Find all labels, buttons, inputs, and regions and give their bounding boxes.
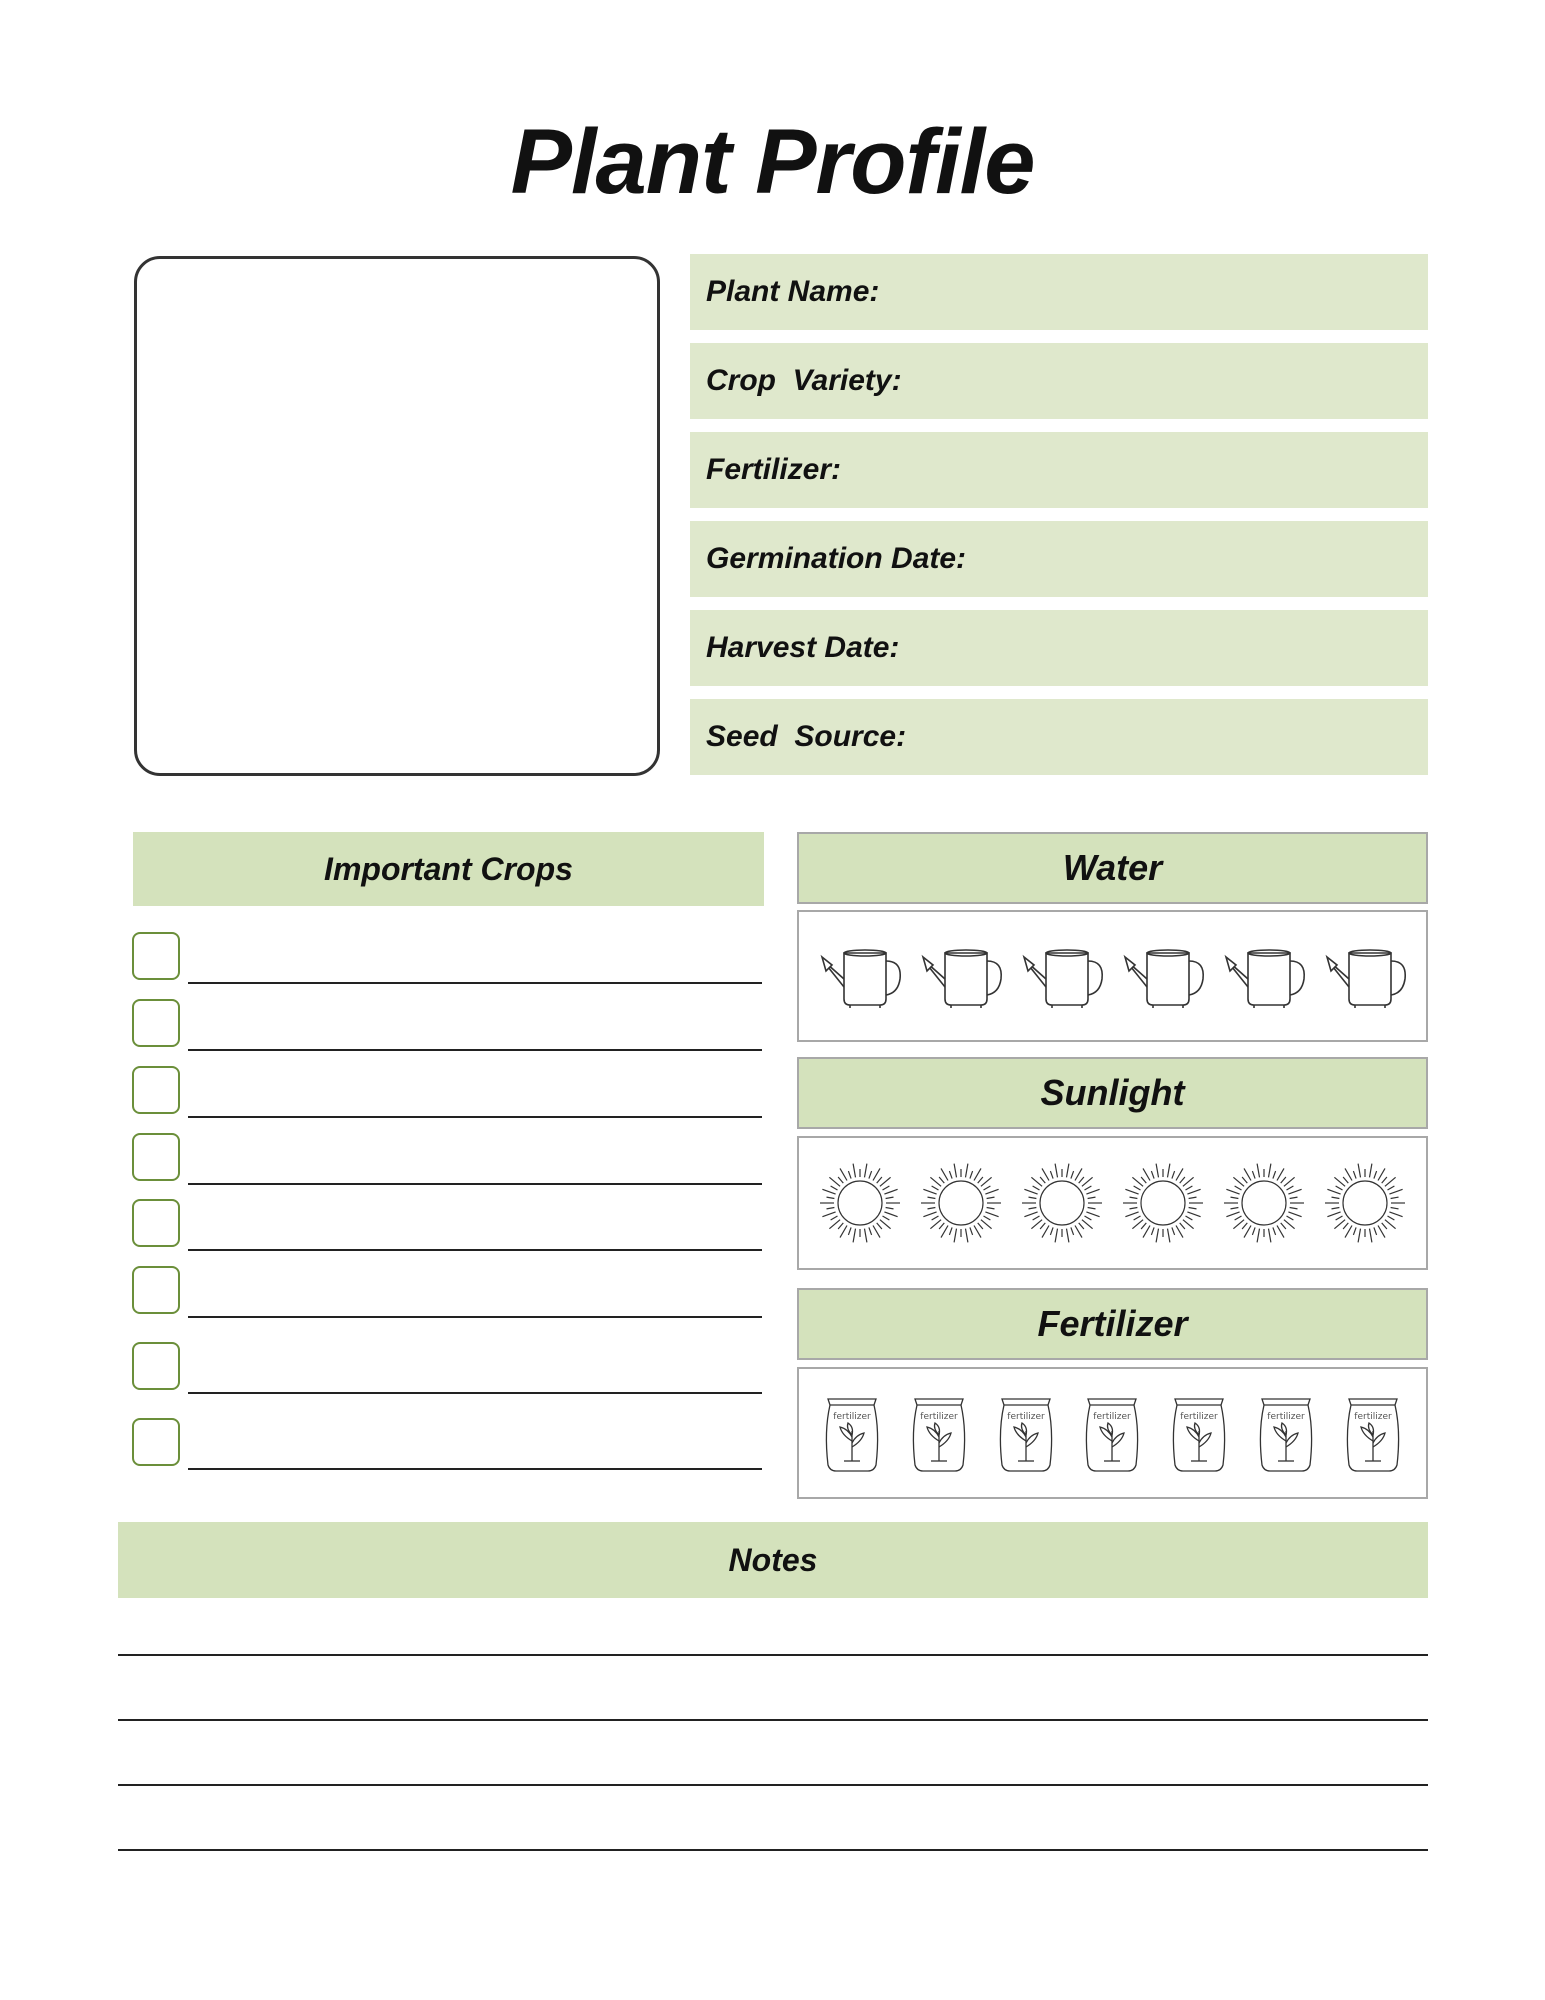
plant-name-field[interactable]: Plant Name: bbox=[690, 254, 1428, 330]
fertilizer-heading: Fertilizer bbox=[797, 1288, 1428, 1360]
sun-icon[interactable] bbox=[1325, 1163, 1405, 1243]
crop-checkbox[interactable] bbox=[132, 1418, 180, 1466]
plant-photo-box[interactable] bbox=[134, 256, 660, 776]
svg-text:fertilizer: fertilizer bbox=[1353, 1412, 1392, 1422]
fertilizer-bag-icon[interactable] bbox=[909, 1391, 969, 1475]
crop-row[interactable] bbox=[132, 932, 762, 984]
crop-entry-line[interactable] bbox=[188, 982, 762, 984]
watering-can-icon[interactable] bbox=[1218, 943, 1310, 1009]
sun-icon[interactable] bbox=[921, 1163, 1001, 1243]
notes-line[interactable] bbox=[118, 1654, 1428, 1656]
fertilizer-bag-icon[interactable] bbox=[1169, 1391, 1229, 1475]
fertilizer-bag-icon[interactable] bbox=[1082, 1391, 1142, 1475]
watering-can-icon[interactable] bbox=[915, 943, 1007, 1009]
fertilizer-bag-icon[interactable] bbox=[822, 1391, 882, 1475]
crop-checkbox[interactable] bbox=[132, 1133, 180, 1181]
svg-text:fertilizer: fertilizer bbox=[1007, 1412, 1045, 1422]
sunlight-icons-row bbox=[797, 1136, 1428, 1270]
crop-variety-field[interactable]: Crop Variety: bbox=[690, 343, 1428, 419]
seed-source-field[interactable]: Seed Source: bbox=[690, 699, 1428, 775]
watering-can-icon[interactable] bbox=[1016, 943, 1108, 1009]
crop-entry-line[interactable] bbox=[188, 1249, 762, 1251]
sun-icon[interactable] bbox=[820, 1163, 900, 1243]
harvest-date-field[interactable]: Harvest Date: bbox=[690, 610, 1428, 686]
crop-checkbox[interactable] bbox=[132, 1199, 180, 1247]
crop-checkbox[interactable] bbox=[132, 1266, 180, 1314]
crop-row[interactable] bbox=[132, 1342, 762, 1394]
notes-line[interactable] bbox=[118, 1849, 1428, 1851]
crop-row[interactable] bbox=[132, 1133, 762, 1185]
notes-heading: Notes bbox=[118, 1522, 1428, 1598]
svg-text:fertilizer: fertilizer bbox=[1093, 1412, 1132, 1422]
watering-can-icon[interactable] bbox=[1117, 943, 1209, 1009]
sun-icon[interactable] bbox=[1022, 1163, 1102, 1243]
crop-row[interactable] bbox=[132, 1266, 762, 1318]
crop-checkbox[interactable] bbox=[132, 1066, 180, 1114]
crop-checkbox[interactable] bbox=[132, 932, 180, 980]
watering-can-icon[interactable] bbox=[814, 943, 906, 1009]
crop-row[interactable] bbox=[132, 1199, 762, 1251]
crop-entry-line[interactable] bbox=[188, 1049, 762, 1051]
crop-checkbox[interactable] bbox=[132, 999, 180, 1047]
crop-checkbox[interactable] bbox=[132, 1342, 180, 1390]
crop-entry-line[interactable] bbox=[188, 1183, 762, 1185]
notes-line[interactable] bbox=[118, 1719, 1428, 1721]
crop-entry-line[interactable] bbox=[188, 1316, 762, 1318]
crop-entry-line[interactable] bbox=[188, 1468, 762, 1470]
fertilizer-field[interactable]: Fertilizer: bbox=[690, 432, 1428, 508]
svg-text:fertilizer: fertilizer bbox=[1267, 1412, 1305, 1422]
water-icons-row bbox=[797, 910, 1428, 1042]
crop-row[interactable] bbox=[132, 1418, 762, 1470]
svg-text:fertilizer: fertilizer bbox=[1180, 1412, 1218, 1422]
crop-row[interactable] bbox=[132, 999, 762, 1051]
crop-entry-line[interactable] bbox=[188, 1116, 762, 1118]
sun-icon[interactable] bbox=[1123, 1163, 1203, 1243]
watering-can-icon[interactable] bbox=[1319, 943, 1411, 1009]
fertilizer-icons-row bbox=[797, 1367, 1428, 1499]
sun-icon[interactable] bbox=[1224, 1163, 1304, 1243]
page-title: Plant Profile bbox=[510, 111, 1035, 213]
sunlight-heading: Sunlight bbox=[797, 1057, 1428, 1129]
fertilizer-bag-icon[interactable] bbox=[1256, 1391, 1316, 1475]
fertilizer-bag-icon[interactable] bbox=[996, 1391, 1056, 1475]
notes-line[interactable] bbox=[118, 1784, 1428, 1786]
important-crops-heading: Important Crops bbox=[133, 832, 764, 906]
water-heading: Water bbox=[797, 832, 1428, 904]
svg-text:fertilizer: fertilizer bbox=[833, 1412, 872, 1422]
germination-date-field[interactable]: Germination Date: bbox=[690, 521, 1428, 597]
crop-entry-line[interactable] bbox=[188, 1392, 762, 1394]
svg-text:fertilizer: fertilizer bbox=[920, 1412, 958, 1422]
crop-row[interactable] bbox=[132, 1066, 762, 1118]
fertilizer-bag-icon[interactable] bbox=[1343, 1391, 1403, 1475]
